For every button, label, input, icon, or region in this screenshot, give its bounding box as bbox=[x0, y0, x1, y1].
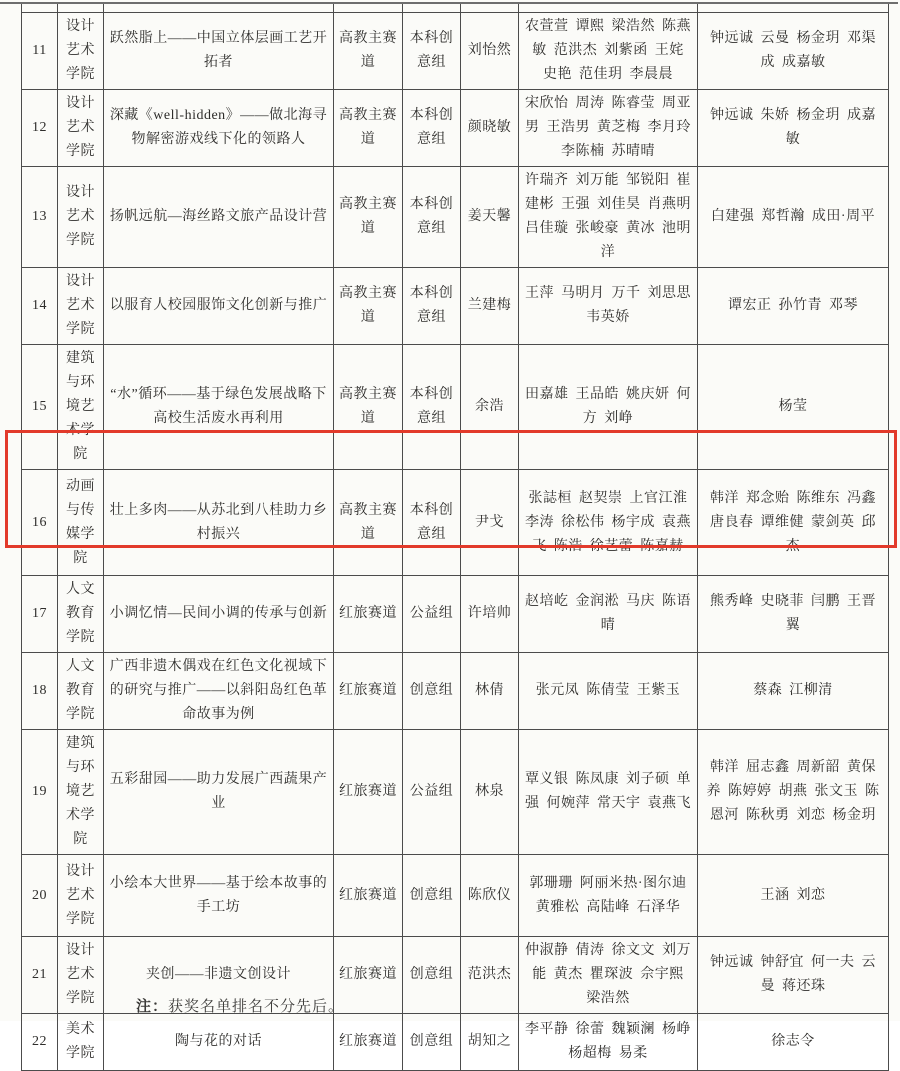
cell-advisors: 白建强 郑哲瀚 成田·周平 bbox=[698, 167, 889, 268]
cell-project: 小调忆情—民间小调的传承与创新 bbox=[104, 576, 334, 653]
award-table bbox=[21, 12, 889, 1071]
cell-college: 设计艺术学院 bbox=[58, 167, 104, 268]
cell-group: 本科创意组 bbox=[403, 13, 461, 90]
crop-artifact-line bbox=[460, 4, 461, 12]
cell-advisors: 钟远诚 朱娇 杨金玥 成嘉敏 bbox=[698, 90, 889, 167]
cell-group: 本科创意组 bbox=[403, 90, 461, 167]
cell-college: 建筑与环境艺术学院 bbox=[58, 345, 104, 470]
cell-number: 14 bbox=[22, 268, 58, 345]
cell-college: 设计艺术学院 bbox=[58, 937, 104, 1014]
cell-group: 创意组 bbox=[403, 653, 461, 730]
cell-advisors: 熊秀峰 史晓菲 闫鹏 王晋翼 bbox=[698, 576, 889, 653]
cell-leader: 林倩 bbox=[461, 653, 519, 730]
cell-leader: 尹戈 bbox=[461, 470, 519, 576]
crop-artifact-line bbox=[518, 993, 519, 998]
cell-advisors: 杨莹 bbox=[698, 345, 889, 470]
cell-number: 11 bbox=[22, 13, 58, 90]
cell-leader: 刘怡然 bbox=[461, 13, 519, 90]
table-top-crop-line bbox=[0, 2, 898, 4]
cell-leader: 颜晓敏 bbox=[461, 90, 519, 167]
cell-leader: 姜天馨 bbox=[461, 167, 519, 268]
cell-leader: 胡知之 bbox=[461, 1014, 519, 1071]
crop-artifact-line bbox=[460, 993, 461, 998]
cell-members: 覃义银 陈凤康 刘子硕 单强 何婉萍 常天宇 袁燕飞 bbox=[519, 730, 698, 855]
table-row bbox=[22, 345, 889, 470]
footnote-text: 获奖名单排名不分先后。 bbox=[168, 999, 345, 1015]
table-row bbox=[22, 13, 889, 90]
cell-track: 红旅赛道 bbox=[334, 937, 403, 1014]
cell-track: 高教主赛道 bbox=[334, 268, 403, 345]
cell-college: 设计艺术学院 bbox=[58, 13, 104, 90]
cell-project: “水”循环——基于绿色发展战略下高校生活废水再利用 bbox=[104, 345, 334, 470]
table-row-highlighted bbox=[22, 470, 889, 576]
cell-project: 以服育人校园服饰文化创新与推广 bbox=[104, 268, 334, 345]
cell-advisors: 韩洋 郑念贻 陈维东 冯鑫 唐良春 谭维健 蒙剑英 邱杰 bbox=[698, 470, 889, 576]
cell-advisors: 徐志令 bbox=[698, 1014, 889, 1071]
cell-advisors: 韩洋 屈志鑫 周新韶 黄保养 陈婷婷 胡燕 张文玉 陈恩河 陈秋勇 刘恋 杨金玥 bbox=[698, 730, 889, 855]
crop-artifact-line bbox=[518, 4, 519, 12]
cell-group: 本科创意组 bbox=[403, 470, 461, 576]
cell-college: 人文教育学院 bbox=[58, 653, 104, 730]
cell-group: 公益组 bbox=[403, 730, 461, 855]
cell-track: 高教主赛道 bbox=[334, 470, 403, 576]
cell-leader: 陈欣仪 bbox=[461, 855, 519, 937]
crop-artifact-line bbox=[402, 4, 403, 12]
cell-college: 美术学院 bbox=[58, 1014, 104, 1071]
cell-members: 张元凤 陈倩莹 王紫玉 bbox=[519, 653, 698, 730]
cell-college: 设计艺术学院 bbox=[58, 268, 104, 345]
cell-advisors: 钟远诚 云曼 杨金玥 邓渠成 成嘉敏 bbox=[698, 13, 889, 90]
crop-artifact-line bbox=[888, 4, 889, 12]
cell-group: 公益组 bbox=[403, 576, 461, 653]
cell-number: 19 bbox=[22, 730, 58, 855]
cell-project: 夹创——非遗文创设计 bbox=[104, 937, 334, 1014]
cell-group: 本科创意组 bbox=[403, 167, 461, 268]
cell-members: 王萍 马明月 万千 刘思思 韦英娇 bbox=[519, 268, 698, 345]
crop-artifact-line bbox=[21, 4, 22, 12]
cell-number: 20 bbox=[22, 855, 58, 937]
cell-college: 设计艺术学院 bbox=[58, 90, 104, 167]
crop-artifact-line bbox=[103, 4, 104, 12]
cell-group: 创意组 bbox=[403, 937, 461, 1014]
cell-group: 创意组 bbox=[403, 855, 461, 937]
cell-project: 深藏《well-hidden》——做北海寻物解密游戏线下化的领路人 bbox=[104, 90, 334, 167]
cell-project: 扬帆远航—海丝路文旅产品设计营 bbox=[104, 167, 334, 268]
table-row bbox=[22, 167, 889, 268]
cell-number: 12 bbox=[22, 90, 58, 167]
table-row bbox=[22, 268, 889, 345]
cell-track: 高教主赛道 bbox=[334, 345, 403, 470]
cell-group: 本科创意组 bbox=[403, 268, 461, 345]
crop-artifact-line bbox=[333, 993, 334, 998]
cell-members: 农萱萱 谭熙 梁浩然 陈燕敏 范洪杰 刘紫函 王姹 史艳 范佳玥 李晨晨 bbox=[519, 13, 698, 90]
cell-members: 李平静 徐蕾 魏颖澜 杨峥 杨超梅 易柔 bbox=[519, 1014, 698, 1071]
cell-leader: 林泉 bbox=[461, 730, 519, 855]
cell-leader: 许培帅 bbox=[461, 576, 519, 653]
cell-track: 红旅赛道 bbox=[334, 1014, 403, 1071]
cell-track: 高教主赛道 bbox=[334, 167, 403, 268]
cell-members: 宋欣怡 周涛 陈睿莹 周亚男 王浩男 黄芝梅 李月玲 李陈楠 苏晴晴 bbox=[519, 90, 698, 167]
crop-artifact-line bbox=[402, 993, 403, 998]
cell-track: 红旅赛道 bbox=[334, 855, 403, 937]
table-row bbox=[22, 90, 889, 167]
cell-track: 高教主赛道 bbox=[334, 90, 403, 167]
footnote bbox=[136, 995, 344, 1016]
table-row bbox=[22, 855, 889, 937]
footnote-label: 注： bbox=[136, 999, 169, 1015]
cell-college: 设计艺术学院 bbox=[58, 855, 104, 937]
cell-track: 高教主赛道 bbox=[334, 13, 403, 90]
cell-project: 壮上多肉——从苏北到八桂助力乡村振兴 bbox=[104, 470, 334, 576]
cell-project: 广西非遗木偶戏在红色文化视域下的研究与推广——以斜阳岛红色革命故事为例 bbox=[104, 653, 334, 730]
cell-members: 赵培屹 金润淞 马庆 陈语晴 bbox=[519, 576, 698, 653]
cell-advisors: 王涵 刘恋 bbox=[698, 855, 889, 937]
cell-advisors: 蔡森 江柳清 bbox=[698, 653, 889, 730]
cell-number: 22 bbox=[22, 1014, 58, 1071]
crop-artifact-line bbox=[333, 4, 334, 12]
cell-members: 许瑞齐 刘万能 邹锐阳 崔建彬 王强 刘佳昊 肖燕明 吕佳璇 张峻豪 黄冰 池明洋 bbox=[519, 167, 698, 268]
cell-leader: 余浩 bbox=[461, 345, 519, 470]
cell-advisors: 钟远诚 钟舒宜 何一夫 云曼 蒋还珠 bbox=[698, 937, 889, 1014]
table-row bbox=[22, 653, 889, 730]
cell-track: 红旅赛道 bbox=[334, 730, 403, 855]
cell-number: 13 bbox=[22, 167, 58, 268]
cell-members: 仲淑静 倩涛 徐文文 刘万能 黄杰 瞿琛波 佘宇熙 梁浩然 bbox=[519, 937, 698, 1014]
cell-group: 创意组 bbox=[403, 1014, 461, 1071]
crop-artifact-line bbox=[697, 4, 698, 12]
cell-college: 建筑与环境艺术学院 bbox=[58, 730, 104, 855]
cell-project: 陶与花的对话 bbox=[104, 1014, 334, 1071]
cell-number: 17 bbox=[22, 576, 58, 653]
cell-leader: 范洪杰 bbox=[461, 937, 519, 1014]
cell-project: 五彩甜园——助力发展广西蔬果产业 bbox=[104, 730, 334, 855]
cell-college: 人文教育学院 bbox=[58, 576, 104, 653]
cell-advisors: 谭宏正 孙竹青 邓琴 bbox=[698, 268, 889, 345]
cell-track: 红旅赛道 bbox=[334, 653, 403, 730]
table-row bbox=[22, 730, 889, 855]
cell-group: 本科创意组 bbox=[403, 345, 461, 470]
cell-number: 15 bbox=[22, 345, 58, 470]
cell-members: 郭珊珊 阿丽米热·图尔迪 黄雅松 高陆峰 石泽华 bbox=[519, 855, 698, 937]
cell-leader: 兰建梅 bbox=[461, 268, 519, 345]
cell-track: 红旅赛道 bbox=[334, 576, 403, 653]
table-row bbox=[22, 1014, 889, 1071]
cell-number: 18 bbox=[22, 653, 58, 730]
cell-members: 田嘉雄 王品皓 姚庆妍 何方 刘峥 bbox=[519, 345, 698, 470]
crop-artifact-line bbox=[57, 4, 58, 12]
table-row bbox=[22, 576, 889, 653]
cell-number: 16 bbox=[22, 470, 58, 576]
cell-college: 动画与传媒学院 bbox=[58, 470, 104, 576]
cell-project: 小绘本大世界——基于绘本故事的手工坊 bbox=[104, 855, 334, 937]
cell-members: 张誌桓 赵契崇 上官江淮 李涛 徐松伟 杨宇成 袁燕飞 陈浩 徐艺蕾 陈嘉赫 bbox=[519, 470, 698, 576]
cell-number: 21 bbox=[22, 937, 58, 1014]
cell-project: 跃然脂上——中国立体层画工艺开拓者 bbox=[104, 13, 334, 90]
